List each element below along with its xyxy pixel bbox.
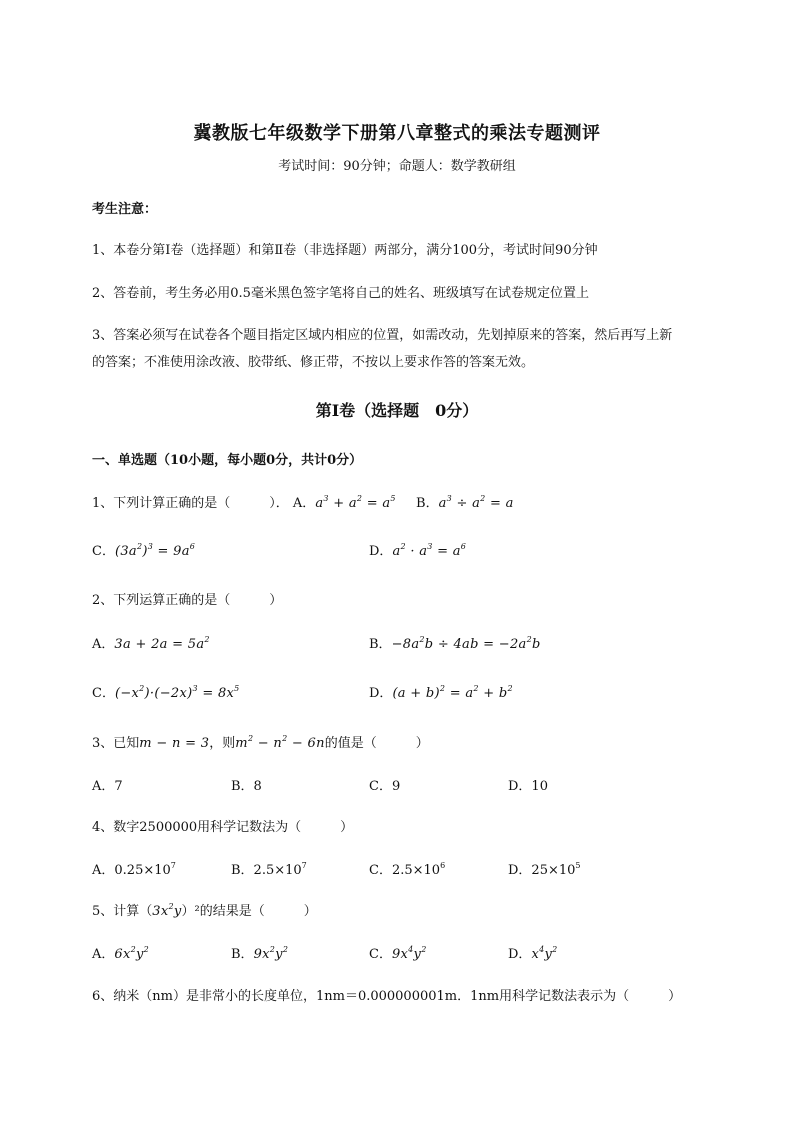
question-5-stem: 5、计算$(3x^2y)^2$的结果是（ ） <box>92 902 317 919</box>
question-3-option-a: A．7 <box>92 779 123 794</box>
note-item-2: 2、答卷前，考生务必用0.5毫米黑色签字笔将自己的姓名、班级填写在试卷规定位置上 <box>92 286 589 301</box>
question-3-option-c: C．9 <box>369 779 401 794</box>
question-2-option-c: C．$(-x^2)\cdot(-2x)^3 = 8x^5$ <box>92 684 240 701</box>
question-2-option-a: A．$3a + 2a = 5a^2$ <box>92 635 210 652</box>
question-1-option-d: D．$a^2 \cdot a^3 = a^6$ <box>369 542 467 559</box>
note-item-1: 1、本卷分第Ⅰ卷（选择题）和第Ⅱ卷（非选择题）两部分，满分100分，考试时间90分钟 <box>92 243 598 258</box>
document-subtitle: 考试时间：90分钟；命题人：数学教研组 <box>278 159 516 174</box>
question-5-option-b: B．$9x^2y^2$ <box>231 945 289 962</box>
question-5-option-a: A．$6x^2y^2$ <box>92 945 150 962</box>
part-heading: 一、单选题（10小题，每小题0分，共计0分） <box>92 453 363 468</box>
question-4-option-a: A．$0.25\times 10^7$ <box>92 861 176 878</box>
note-item-3: 3、答案必须写在试卷各个题目指定区域内相应的位置，如需改动，先划掉原来的答案，然后再写上新 <box>92 328 673 343</box>
question-4-option-d: D．$25\times 10^5$ <box>508 861 581 878</box>
question-2-option-b: B．$-8a^2b \div 4ab = -2a^2b$ <box>369 635 541 652</box>
question-1-option-c: C．$(3a^2)^3 = 9a^6$ <box>92 542 196 559</box>
note-item-3-continued: 的答案；不准使用涂改液、胶带纸、修正带，不按以上要求作答的答案无效。 <box>92 355 535 370</box>
question-2-option-d: D．$(a + b)^2 = a^2 + b^2$ <box>369 684 513 701</box>
document-title: 冀教版七年级数学下册第八章整式的乘法专题测评 <box>193 123 601 144</box>
question-4-option-c: C．$2.5\times 10^6$ <box>369 861 446 878</box>
question-4-stem: 4、数字2500000用科学记数法为（ ） <box>92 820 354 835</box>
question-3-option-b: B．8 <box>231 779 262 794</box>
question-6-stem: 6、纳米（nm）是非常小的长度单位，1nm＝0.000000001m．1nm用科学记数法表示为（ ） <box>92 989 682 1004</box>
question-3-stem: 3、已知m − n = 3，则$m^2 - n^2 - 6n$的值是（ ） <box>92 734 429 751</box>
question-3-option-d: D．10 <box>508 779 548 794</box>
question-1-stem: 1、下列计算正确的是（ ）． <box>92 496 289 511</box>
question-5-option-c: C．$9x^4y^2$ <box>369 945 427 962</box>
notes-heading: 考生注意： <box>92 202 158 217</box>
question-1-option-a: A．$a^3 + a^2 = a^5$ <box>292 494 396 511</box>
section-title: 第Ⅰ卷（选择题 0分） <box>315 401 479 420</box>
question-2-stem: 2、下列运算正确的是（ ） <box>92 593 283 608</box>
question-1-option-b: B．$a^3 \div a^2 = a$ <box>416 494 514 511</box>
question-5-option-d: D．$x^4y^2$ <box>508 945 558 962</box>
question-1 <box>92 494 514 511</box>
question-4-option-b: B．$2.5\times 10^7$ <box>231 861 307 878</box>
